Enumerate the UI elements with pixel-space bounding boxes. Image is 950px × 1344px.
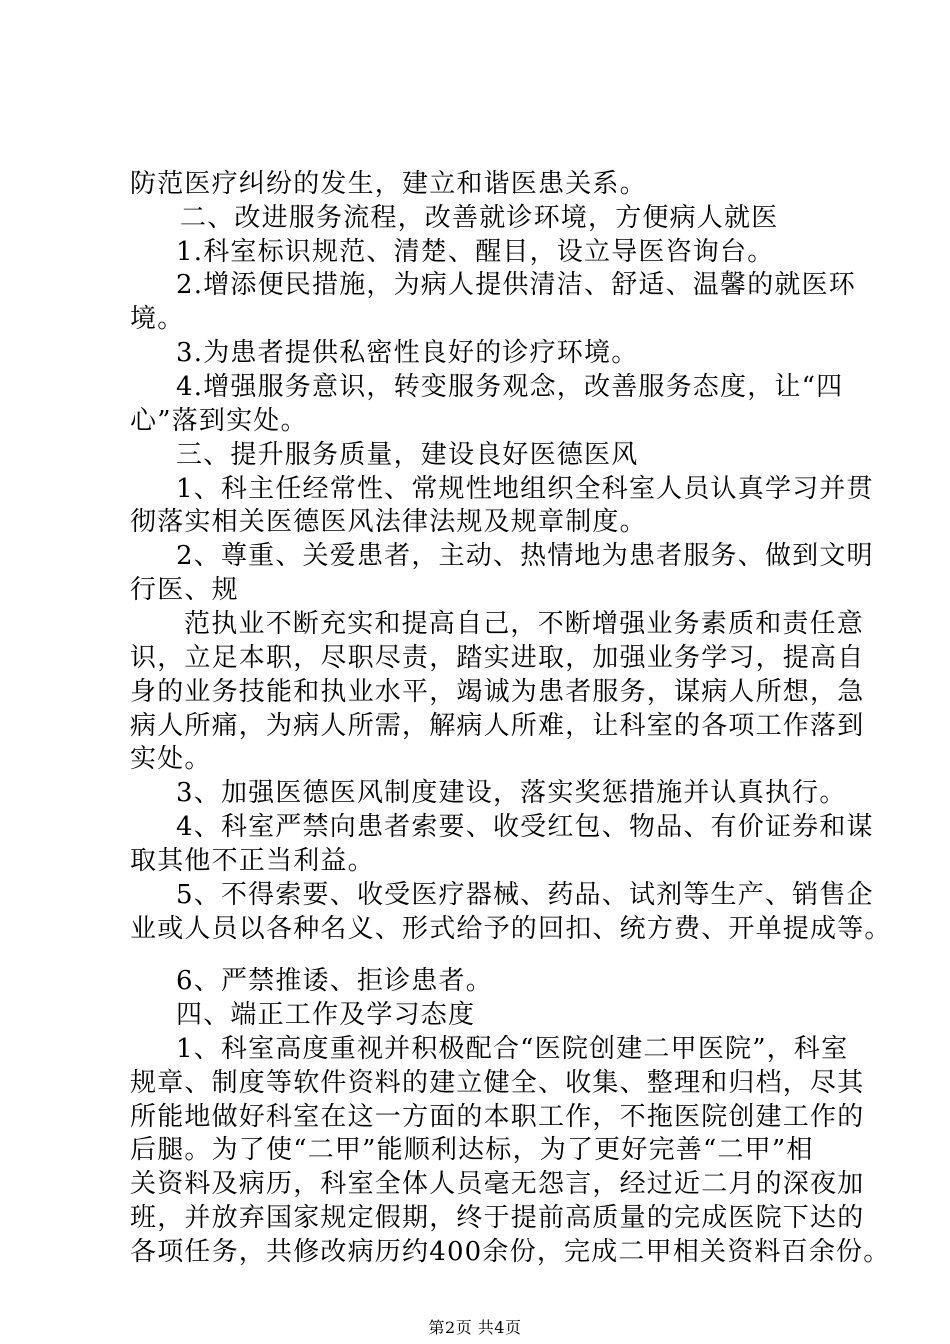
text-line: 关资料及病历，科室全体人员毫无怨言，经过近二月的深夜加	[130, 1169, 865, 1199]
text-line: 1、科主任经常性、常规性地组织全科室人员认真学习并贯	[176, 474, 874, 504]
text-line: 识，立足本职，尽职尽责，踏实进取，加强业务学习，提高自	[130, 643, 865, 673]
text-line: 行医、规	[130, 575, 239, 605]
text-line: 6、严禁推诿、拒诊患者。	[176, 966, 493, 996]
text-line: 身的业务技能和执业水平，竭诚为患者服务，谋病人所想，急	[130, 677, 865, 707]
text-line: 规章、制度等软件资料的建立健全、收集、整理和归档，尽其	[130, 1068, 865, 1098]
text-line: 所能地做好科室在这一方面的本职工作，不拖医院创建工作的	[130, 1102, 865, 1132]
text-line: 5、不得索要、收受医疗器械、药品、试剂等生产、销售企	[176, 880, 874, 910]
section-heading: 二、改进服务流程，改善就诊环境，方便病人就医	[180, 203, 779, 233]
text-line: 境。	[130, 304, 185, 334]
text-line: 业或人员以各种名义、形式给予的回扣、统方费、开单提成等。	[130, 914, 892, 944]
text-line: 取其他不正当利益。	[130, 846, 375, 876]
section-heading: 三、提升服务质量，建设良好医德医风	[176, 440, 639, 470]
text-line: 病人所痛，为病人所需，解病人所难，让科室的各项工作落到	[130, 711, 865, 741]
text-line: 实处。	[130, 744, 212, 774]
text-line: 心”落到实处。	[130, 406, 308, 436]
text-line: 后腿。为了使“二甲”能顺利达标，为了更好完善“二甲”相	[130, 1135, 814, 1165]
text-line: 范执业不断充实和提高自己，不断增强业务素质和责任意	[184, 609, 865, 639]
text-line: 4.增强服务意识，转变服务观念，改善服务态度，让“四	[176, 372, 844, 402]
text-line: 2.增添便民措施，为病人提供清洁、舒适、温馨的就医环	[176, 270, 857, 300]
text-line: 2、尊重、关爱患者，主动、热情地为患者服务、做到文明	[176, 541, 874, 571]
section-heading: 四、端正工作及学习态度	[176, 1000, 476, 1030]
text-line: 3.为患者提供私密性良好的诊疗环境。	[176, 338, 639, 368]
text-line: 1.科室标识规范、清楚、醒目，设立导医咨询台。	[176, 237, 775, 267]
text-line: 1、科室高度重视并积极配合“医院创建二甲医院”，科室	[176, 1034, 849, 1064]
text-line: 3、加强医德医风制度建设，落实奖惩措施并认真执行。	[176, 778, 847, 808]
text-line: 防范医疗纠纷的发生，建立和谐医患关系。	[130, 169, 647, 199]
page-number-footer: 第2页 共4页	[428, 1318, 522, 1337]
text-line: 彻落实相关医德医风法律法规及规章制度。	[130, 507, 647, 537]
text-line: 4、科室严禁向患者索要、收受红包、物品、有价证券和谋	[176, 812, 874, 842]
text-line: 班，并放弃国家规定假期，终于提前高质量的完成医院下达的	[130, 1203, 865, 1233]
text-line: 各项任务，共修改病历约400余份，完成二甲相关资料百余份。	[130, 1237, 891, 1267]
